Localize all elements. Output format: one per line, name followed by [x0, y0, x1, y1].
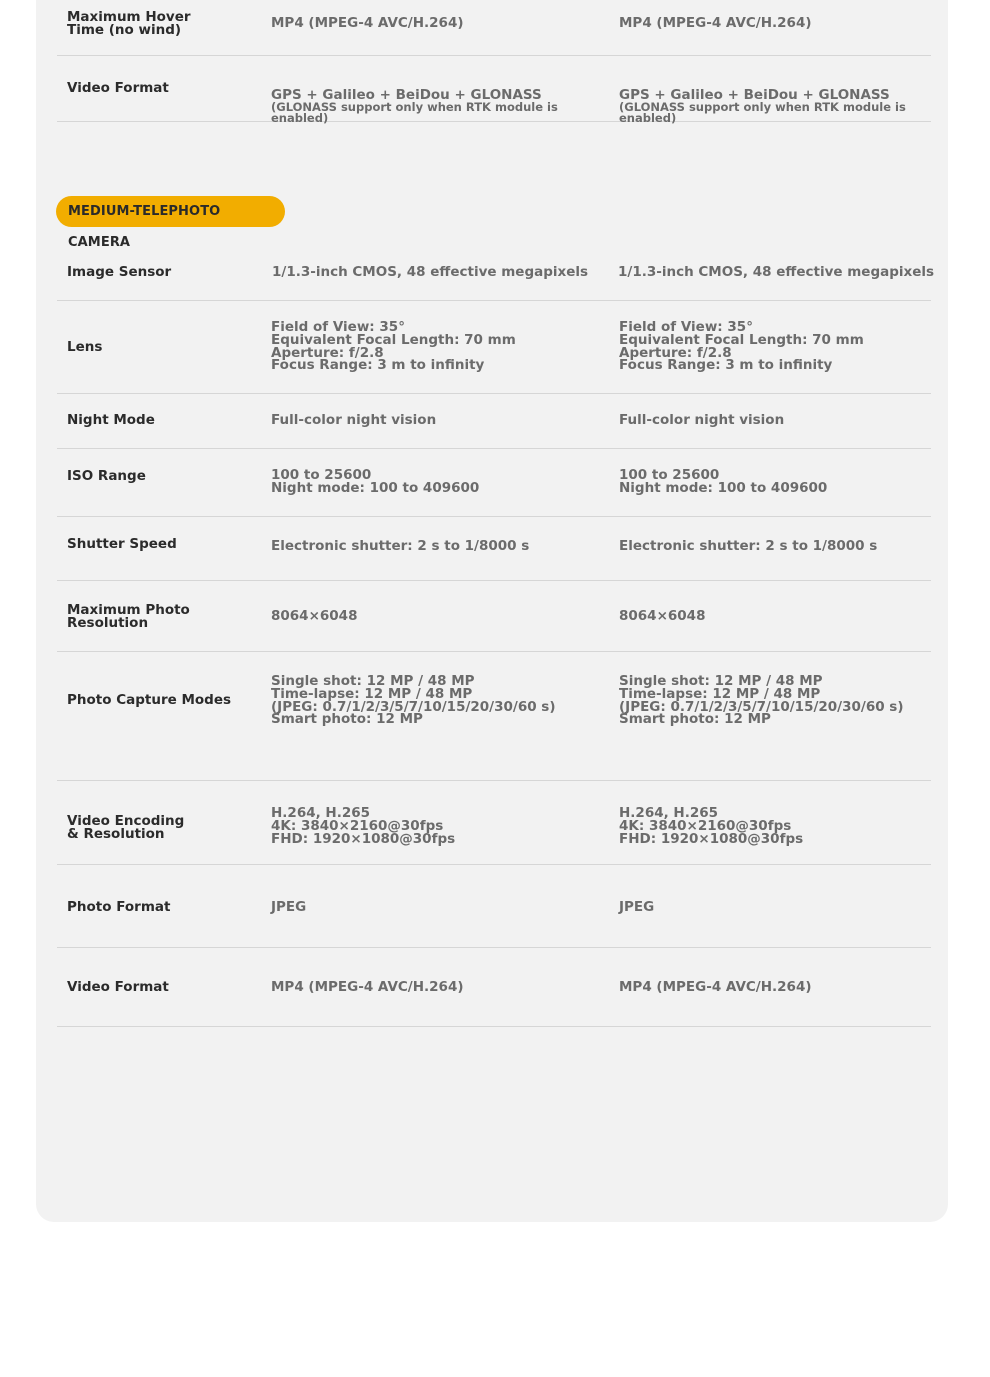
spec-label: Shutter Speed — [67, 536, 177, 552]
spec-value-col1: 1/1.3-inch CMOS, 48 effective megapixels — [272, 264, 589, 280]
spec-value-main: GPS + Galileo + BeiDou + GLONASS — [619, 86, 890, 103]
spec-value-note: (GLONASS support only when RTK module is enabled) — [619, 99, 906, 125]
spec-value-col1: Electronic shutter: 2 s to 1/8000 s — [271, 538, 530, 554]
spec-value-col1: Field of View: 35° Equivalent Focal Length: 70 mm Aperture: f/2.8 Focus Range: 3 m to infinity — [271, 319, 516, 374]
spec-value-col2: 1/1.3-inch CMOS, 48 effective megapixels — [618, 264, 935, 280]
spec-value-col1: 100 to 25600 Night mode: 100 to 409600 — [271, 467, 480, 496]
spec-label: Image Sensor — [67, 264, 172, 280]
section-badge-medium-telephoto-camera: MEDIUM-TELEPHOTO CAMERA — [56, 196, 285, 227]
spec-row-max-hover-time — [57, 0, 931, 56]
spec-value-col1: MP4 (MPEG-4 AVC/H.264) — [271, 15, 464, 31]
spec-value-col2: JPEG — [619, 899, 655, 915]
spec-row-lens — [57, 301, 931, 394]
spec-value-col2: MP4 (MPEG-4 AVC/H.264) — [619, 15, 812, 31]
spec-value-col1: Single shot: 12 MP / 48 MP Time-lapse: 12 MP / 48 MP (JPEG: 0.7/1/2/3/5/7/10/15/20/30/60 s) Smart photo: 12 MP — [271, 673, 556, 728]
spec-label: Video Encoding & Resolution — [67, 813, 185, 842]
spec-value-col2: Electronic shutter: 2 s to 1/8000 s — [619, 538, 878, 554]
spec-row-video-format — [57, 948, 931, 1027]
spec-label: Photo Capture Modes — [67, 692, 232, 708]
spec-value-col2: Field of View: 35° Equivalent Focal Length: 70 mm Aperture: f/2.8 Focus Range: 3 m to infinity — [619, 319, 864, 374]
spec-row-night-mode — [57, 394, 931, 449]
spec-value-note: (GLONASS support only when RTK module is enabled) — [271, 99, 558, 125]
spec-value-col1: Full-color night vision — [271, 412, 437, 428]
spec-row-photo-format — [57, 865, 931, 948]
spec-label: Lens — [67, 339, 103, 355]
spec-value-col1: JPEG — [271, 899, 307, 915]
spec-value-col2: H.264, H.265 4K: 3840×2160@30fps FHD: 1920×1080@30fps — [619, 805, 804, 847]
spec-value-main: GPS + Galileo + BeiDou + GLONASS — [271, 86, 542, 103]
spec-value-col1: MP4 (MPEG-4 AVC/H.264) — [271, 979, 464, 995]
spec-value-col2: Full-color night vision — [619, 412, 785, 428]
spec-row-image-sensor — [57, 244, 935, 301]
spec-row-shutter-speed — [57, 517, 931, 581]
spec-value-col2: MP4 (MPEG-4 AVC/H.264) — [619, 979, 812, 995]
spec-label: Video Format — [67, 80, 169, 96]
spec-row-max-photo-resolution — [57, 581, 931, 652]
spec-value-col2: 8064×6048 — [619, 608, 706, 624]
spec-value-col2: Single shot: 12 MP / 48 MP Time-lapse: 12 MP / 48 MP (JPEG: 0.7/1/2/3/5/7/10/15/20/30/60 s) Smart photo: 12 MP — [619, 673, 904, 728]
spec-label: Maximum Hover Time (no wind) — [67, 9, 191, 38]
spec-value-col2: 100 to 25600 Night mode: 100 to 409600 — [619, 467, 828, 496]
spec-value-col1: 8064×6048 — [271, 608, 358, 624]
spec-value-col2 — [619, 76, 959, 136]
spec-row-video-format-gnss — [57, 56, 931, 125]
spec-row-video-encoding-resolution — [57, 781, 931, 865]
spec-value-col1 — [271, 76, 611, 136]
spec-row-photo-capture-modes — [57, 652, 931, 781]
spec-label: Video Format — [67, 979, 169, 995]
spec-label: Night Mode — [67, 412, 155, 428]
spec-row-iso-range — [57, 449, 931, 517]
spec-label: ISO Range — [67, 468, 146, 484]
spec-label: Maximum Photo Resolution — [67, 602, 190, 631]
spec-label: Photo Format — [67, 899, 171, 915]
spec-value-col1: H.264, H.265 4K: 3840×2160@30fps FHD: 1920×1080@30fps — [271, 805, 456, 847]
